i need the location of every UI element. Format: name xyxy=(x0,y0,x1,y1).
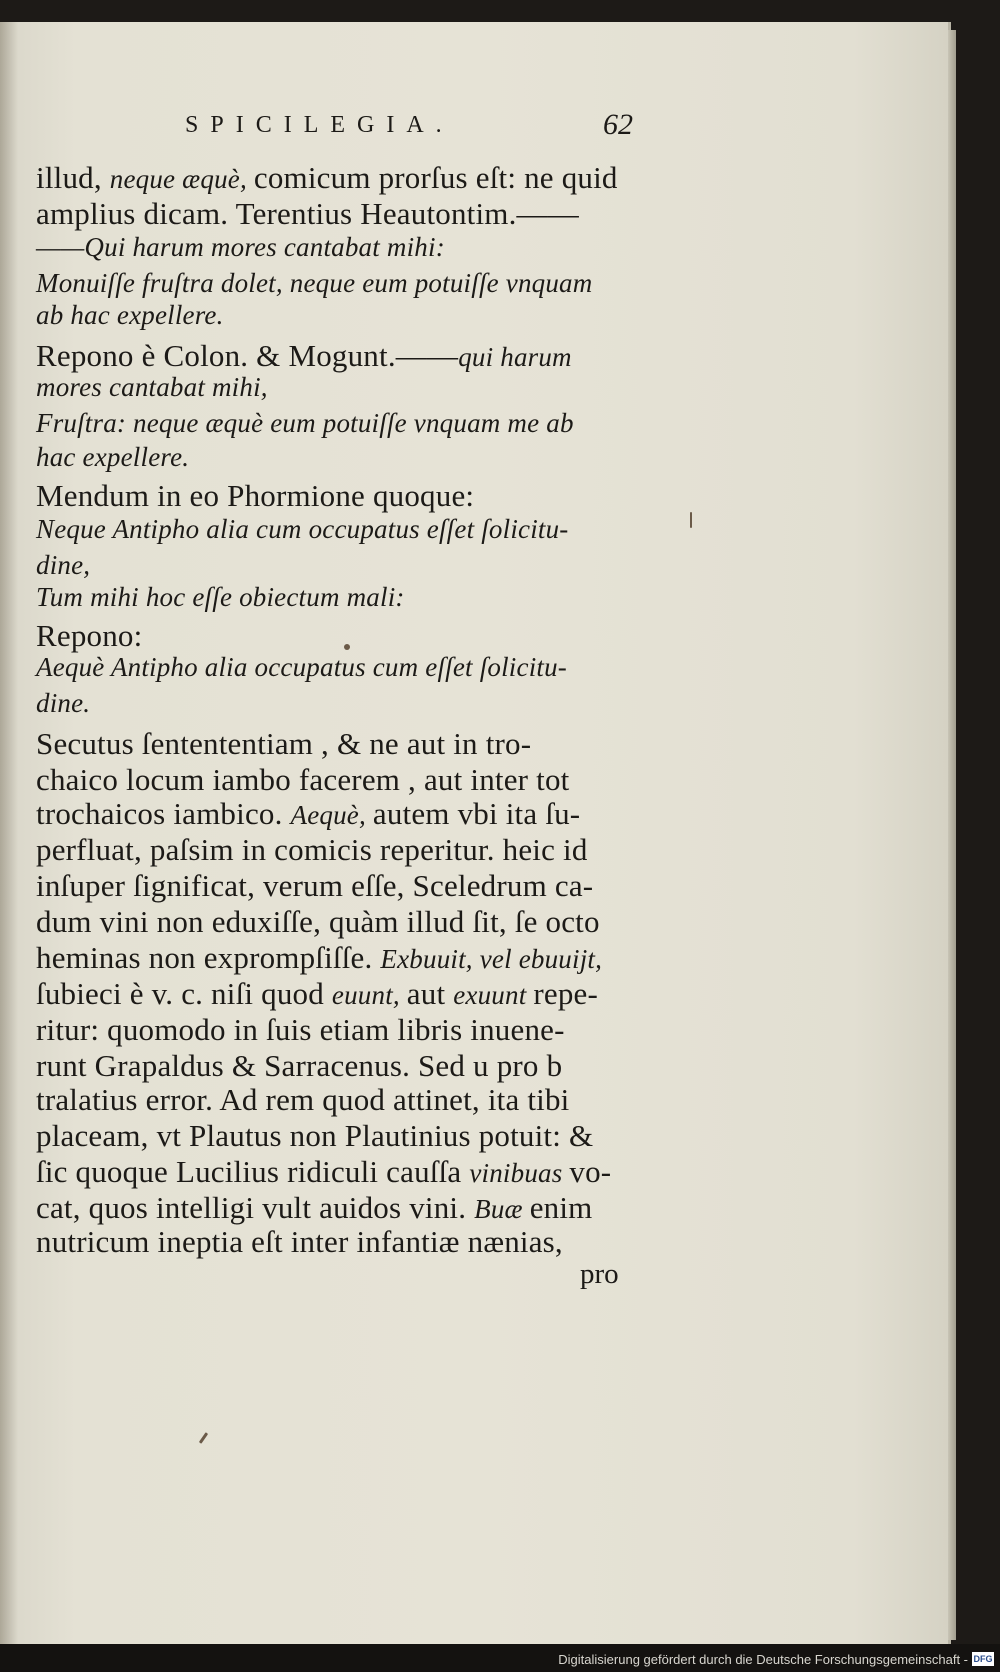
text-line: Aequè Antipho alia occupatus cum eſſet ſolicitu- xyxy=(36,652,567,682)
dfg-logo: DFG xyxy=(973,1654,993,1664)
text-line: placeam, vt Plautus non Plautinius potuit: & xyxy=(36,1118,594,1153)
text-line: Fruſtra: neque æquè eum potuiſſe vnquam me ab xyxy=(36,408,574,438)
text-line: dine, xyxy=(36,550,91,580)
italic-segment: neque æquè, xyxy=(109,164,254,194)
running-head: SPICILEGIA. xyxy=(185,112,454,138)
text-line xyxy=(36,796,678,832)
roman-segment: ſubieci è v. c. niſi quod xyxy=(36,976,332,1011)
text-line xyxy=(36,976,678,1012)
text-line: mores cantabat mihi, xyxy=(36,372,268,402)
text-line: dum vini non eduxiſſe, quàm illud ſit, ſe octo xyxy=(36,904,600,939)
roman-segment: illud, xyxy=(36,160,110,195)
italic-segment: Exbuuit, vel ebuuijt, xyxy=(380,944,603,974)
italic-segment: Aequè, xyxy=(290,800,373,830)
text-line: ritur: quomodo in ſuis etiam libris inuene- xyxy=(36,1012,565,1047)
text-line: runt Grapaldus & Sarracenus. Sed u pro b xyxy=(36,1048,563,1083)
text-line: Mendum in eo Phormione quoque: xyxy=(36,478,475,513)
roman-segment: heminas non exprompſiſſe. xyxy=(36,940,381,975)
text-line xyxy=(36,1190,678,1226)
roman-segment: vo- xyxy=(569,1154,612,1189)
italic-segment: exuunt xyxy=(453,980,534,1010)
text-line: Tum mihi hoc eſſe obiectum mali: xyxy=(36,582,405,612)
text-line: ab hac expellere. xyxy=(36,300,224,330)
text-line: chaico locum iambo facerem , aut inter tot xyxy=(36,762,570,797)
page-number: 62 xyxy=(603,108,633,141)
italic-segment: euunt, xyxy=(331,980,407,1010)
roman-segment: repe- xyxy=(533,976,599,1011)
text-line: dine. xyxy=(36,688,91,718)
catchword: pro xyxy=(580,1258,619,1290)
text-line xyxy=(36,1154,678,1190)
text-line: Monuiſſe fruſtra dolet, neque eum potuiſſe vnquam xyxy=(36,268,593,298)
roman-segment: autem vbi ita ſu- xyxy=(372,796,581,831)
text-line: hac expellere. xyxy=(36,442,190,472)
text-line: Repono: xyxy=(36,618,143,653)
gutter-shadow xyxy=(0,22,18,1644)
roman-segment: cat, quos intelligi vult auidos vini. xyxy=(36,1190,475,1225)
italic-segment: vinibuas xyxy=(469,1158,570,1188)
roman-segment: ſic quoque Lucilius ridiculi cauſſa xyxy=(36,1154,470,1189)
italic-segment: Buæ xyxy=(474,1194,530,1224)
funding-credit: Digitalisierung gefördert durch die Deutsche Forschungsgemeinschaft - xyxy=(558,1652,968,1667)
text-line: Neque Antipho alia cum occupatus eſſet ſolicitu- xyxy=(36,514,569,544)
text-line: nutricum ineptia eſt inter infantiæ nænias, xyxy=(36,1224,563,1259)
roman-segment: trochaicos iambico. xyxy=(36,796,291,831)
text-line: Secutus ſentententiam , & ne aut in tro- xyxy=(36,726,532,761)
text-line: perfluat, paſsim in comicis reperitur. heic id xyxy=(36,832,588,867)
roman-segment: aut xyxy=(406,976,454,1011)
text-line xyxy=(36,940,678,976)
paper-speck xyxy=(344,644,350,650)
page-fore-edge xyxy=(948,30,956,1640)
text-line xyxy=(36,338,678,374)
text-line: ——Qui harum mores cantabat mihi: xyxy=(36,232,445,262)
text-line: amplius dicam. Terentius Heautontim.—— xyxy=(36,196,579,231)
roman-segment: Repono è Colon. & Mogunt.—— xyxy=(36,338,459,373)
italic-segment: qui harum xyxy=(458,342,572,372)
roman-segment: enim xyxy=(529,1190,593,1225)
paper-speck xyxy=(690,512,692,528)
text-line: inſuper ſignificat, verum eſſe, Sceledrum ca- xyxy=(36,868,594,903)
text-line xyxy=(36,160,678,196)
roman-segment: comicum prorſus eſt: ne quid xyxy=(253,160,618,195)
text-line: tralatius error. Ad rem quod attinet, ita tibi xyxy=(36,1082,570,1117)
